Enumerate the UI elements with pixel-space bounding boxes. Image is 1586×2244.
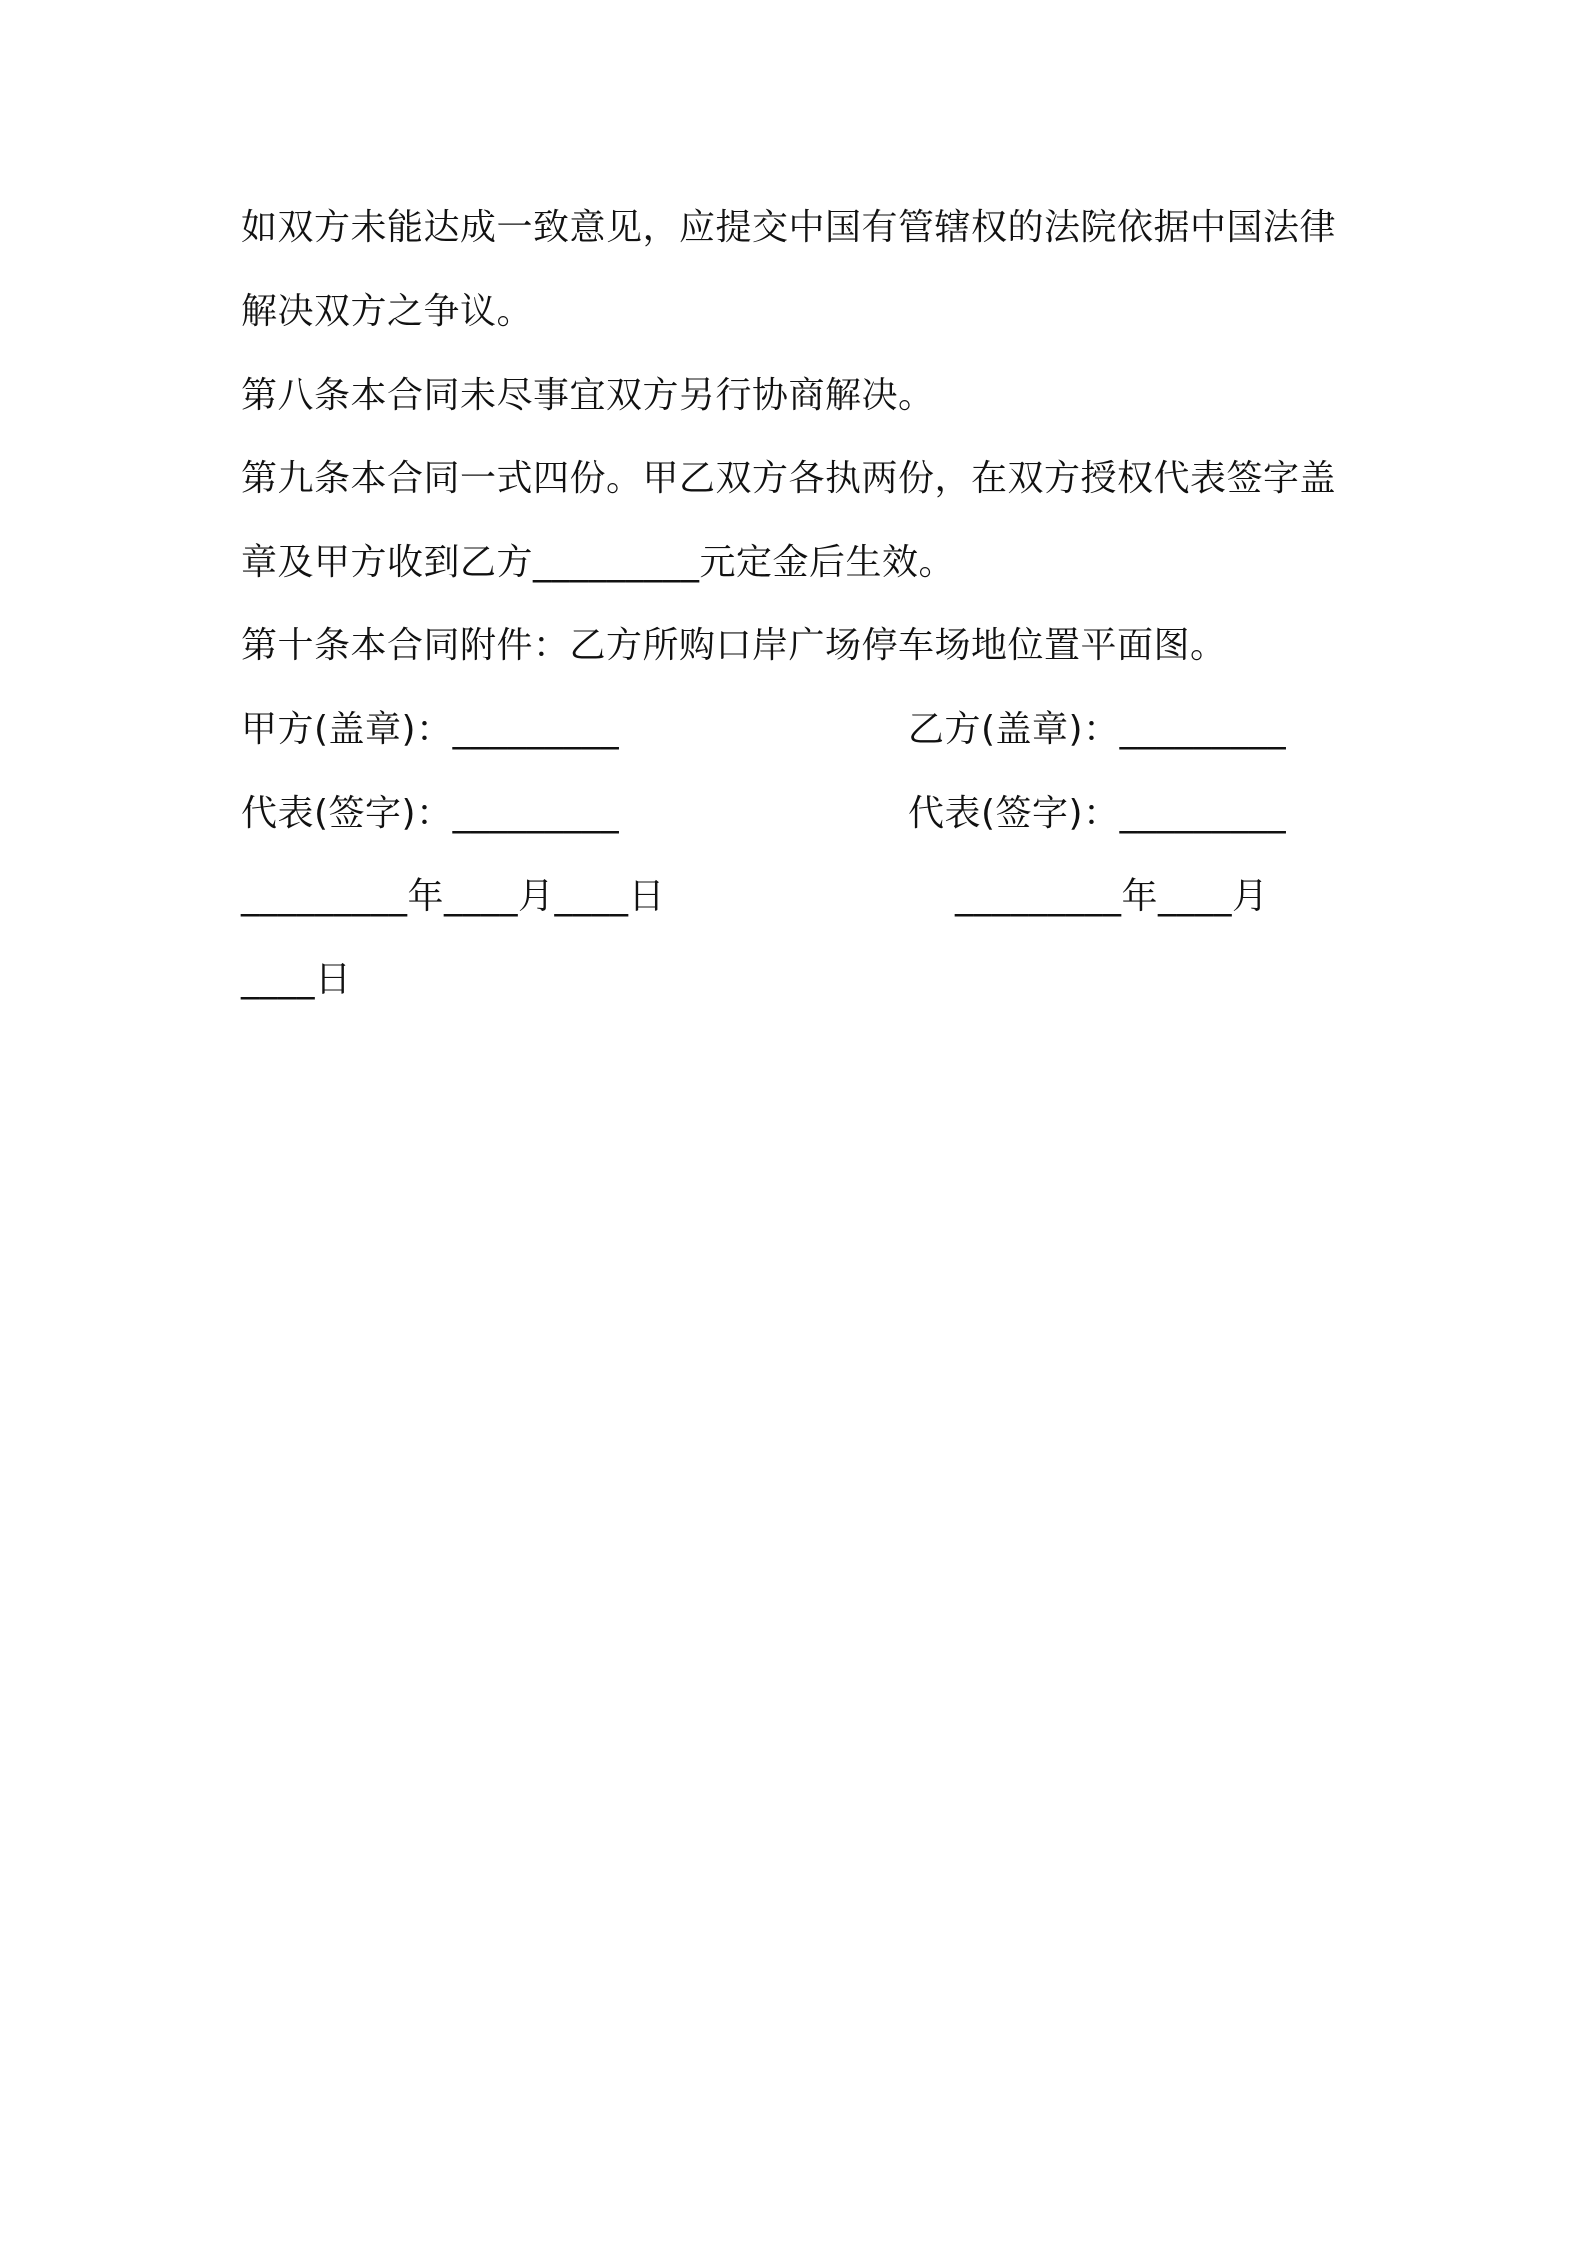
party-a-date-field: _________年____月____日 — [241, 876, 665, 917]
party-b-seal-field: 乙方(盖章)：_________ — [908, 709, 1287, 750]
clause-9-text: 第九条本合同一式四份。甲乙双方各执两份，在双方授权代表签字盖 — [241, 458, 1337, 499]
clause-8-text: 第八条本合同未尽事宜双方另行协商解决。 — [241, 375, 935, 416]
party-b-date-day-field: ____日 — [241, 959, 352, 1000]
party-a-seal-field: 甲方(盖章)：_________ — [241, 709, 620, 750]
clause-10-text: 第十条本合同附件：乙方所购口岸广场停车场地位置平面图。 — [241, 625, 1227, 666]
party-b-date-field: _________年____月 — [955, 876, 1269, 917]
clause-7-dispute-text: 如双方未能达成一致意见，应提交中国有管辖权的法院依据中国法律 — [241, 207, 1337, 248]
party-b-representative-field: 代表(签字)：_________ — [908, 793, 1287, 834]
clause-7-dispute-text-continued: 解决双方之争议。 — [241, 291, 534, 332]
party-a-representative-field: 代表(签字)：_________ — [241, 793, 620, 834]
clause-9-text-continued: 章及甲方收到乙方_________元定金后生效。 — [241, 542, 956, 583]
